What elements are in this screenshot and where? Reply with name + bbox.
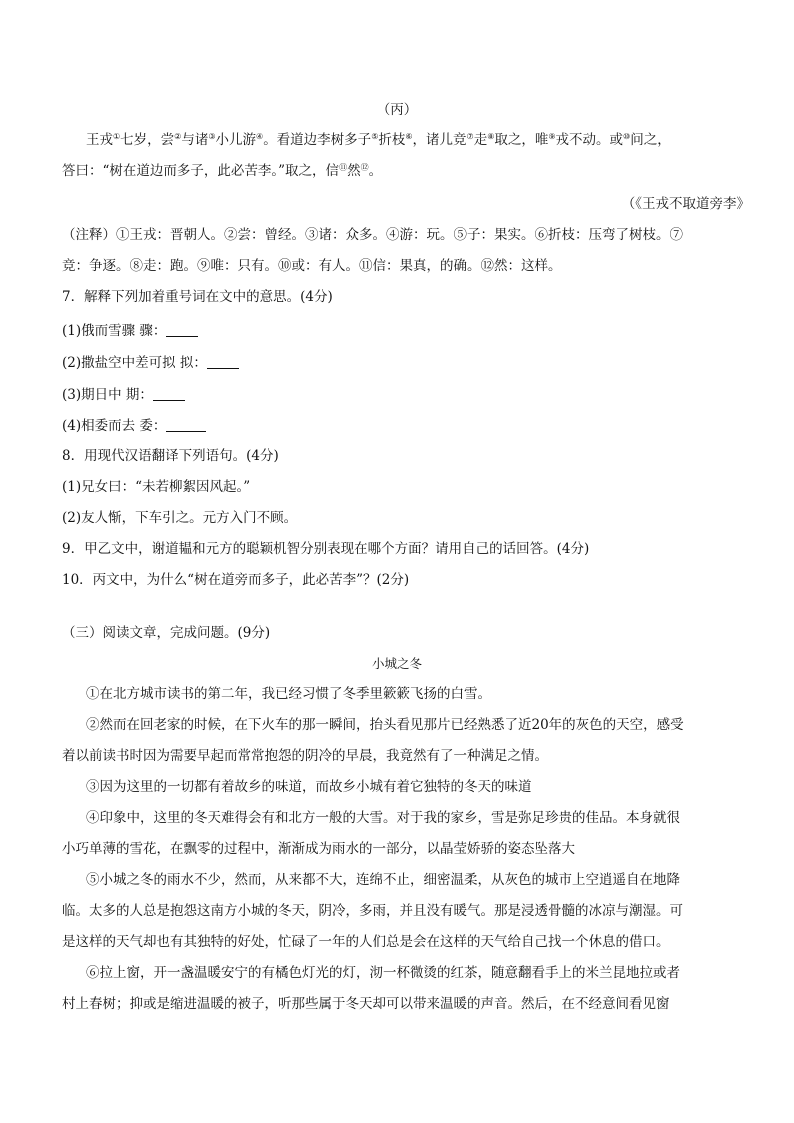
notes-line-2: 竞：争逐。⑧走：跑。⑨唯：只有。⑩或：有人。⑪信：果真，的确。⑫然：这样。	[62, 258, 562, 274]
question-7-item-1	[62, 321, 198, 341]
question-7-item-1-text: (1)俄而雪骤 骤：	[62, 323, 167, 339]
passage-c-line-2: 答曰：“树在道边而多子，此必苦李。”取之，信⑪然⑫。	[62, 163, 383, 179]
passage-c-line-1: 王戎①七岁，尝②与诸③小儿游④。看道边李树多子⑤折枝⑥，诸儿竞⑦走⑧取之，唯⑨戎不动。或⑩问之，	[86, 132, 671, 148]
question-7-item-3-text: (3)期日中 期：	[62, 387, 153, 403]
article-line-3: 着以前读书时因为需要早起而常常抱怨的阴冷的早晨，我竟然有了一种满足之情。	[62, 748, 548, 764]
answer-blank[interactable]	[153, 386, 185, 401]
notes-line-1: （注释）①王戎：晋朝人。②尝：曾经。③诸：众多。④游：玩。⑤子：果实。⑥折枝：压弯了树枝。⑦	[62, 227, 683, 243]
article-line-1: ①在北方城市读书的第二年，我已经习惯了冬季里簌簌飞扬的白雪。	[86, 686, 491, 702]
question-7: 7．解释下列加着重号词在文中的意思。(4分)	[62, 289, 333, 305]
question-10: 10．丙文中，为什么“树在道旁而多子，此必苦李”？(2分)	[62, 572, 410, 588]
article-line-4: ③因为这里的一切都有着故乡的味道，而故乡小城有着它独特的冬天的味道	[86, 779, 532, 795]
passage-c-source: （《王戎不取道旁李》	[621, 196, 750, 212]
article-line-2: ②然而在回老家的时候，在下火车的那一瞬间，抬头看见那片已经熟悉了近20年的灰色的天空，感受	[86, 717, 684, 733]
article-line-9: 是这样的天气却也有其独特的好处，忙碌了一年的人们总是会在这样的天气给自己找一个休息的借口。	[62, 934, 670, 950]
question-7-item-4-text: (4)相委而去 委：	[62, 418, 167, 434]
question-9: 9．甲乙文中，谢道韫和元方的聪颖机智分别表现在哪个方面？请用自己的话回答。(4分)	[62, 541, 590, 557]
question-8: 8．用现代汉语翻译下列语句。(4分)	[62, 448, 279, 464]
section-3-heading: （三）阅读文章，完成问题。(9分)	[62, 625, 271, 641]
question-7-item-4	[62, 416, 206, 436]
question-7-item-2	[62, 353, 239, 373]
question-8-item-2: (2)友人惭，下车引之。元方入门不顾。	[62, 510, 298, 526]
question-7-item-3	[62, 385, 185, 405]
answer-blank[interactable]	[166, 322, 198, 337]
article-title: 小城之冬	[371, 656, 422, 671]
article-line-5: ④印象中，这里的冬天难得会有和北方一般的大雪。对于我的家乡，雪是弥足珍贵的佳品。本身就很	[86, 810, 680, 826]
passage-c-label: （丙）	[376, 102, 418, 118]
answer-blank[interactable]	[166, 417, 206, 432]
article-line-8: 临。太多的人总是抱怨这南方小城的冬天，阴冷，多雨，并且没有暖气。那是浸透骨髓的冰凉与潮湿。可	[62, 903, 683, 919]
question-8-item-1: (1)兄女曰：“未若柳絮因风起。”	[62, 479, 251, 495]
article-line-10: ⑥拉上窗，开一盏温暖安宁的有橘色灯光的灯，沏一杯微烫的红茶，随意翻看手上的米兰昆地拉或者	[86, 965, 680, 981]
article-line-7: ⑤小城之冬的雨水不少，然而，从来都不大，连绵不止，细密温柔，从灰色的城市上空逍遥自在地降	[86, 872, 680, 888]
article-line-6: 小巧单薄的雪花，在飘零的过程中，渐渐成为雨水的一部分，以晶莹娇骄的姿态坠落大	[62, 841, 575, 857]
question-7-item-2-text: (2)撒盐空中差可拟 拟：	[62, 355, 207, 371]
answer-blank[interactable]	[207, 354, 239, 369]
article-line-11: 村上春树；抑或是缩进温暖的被子，听那些属于冬天却可以带来温暖的声音。然后，在不经意间看见窗	[62, 996, 670, 1012]
